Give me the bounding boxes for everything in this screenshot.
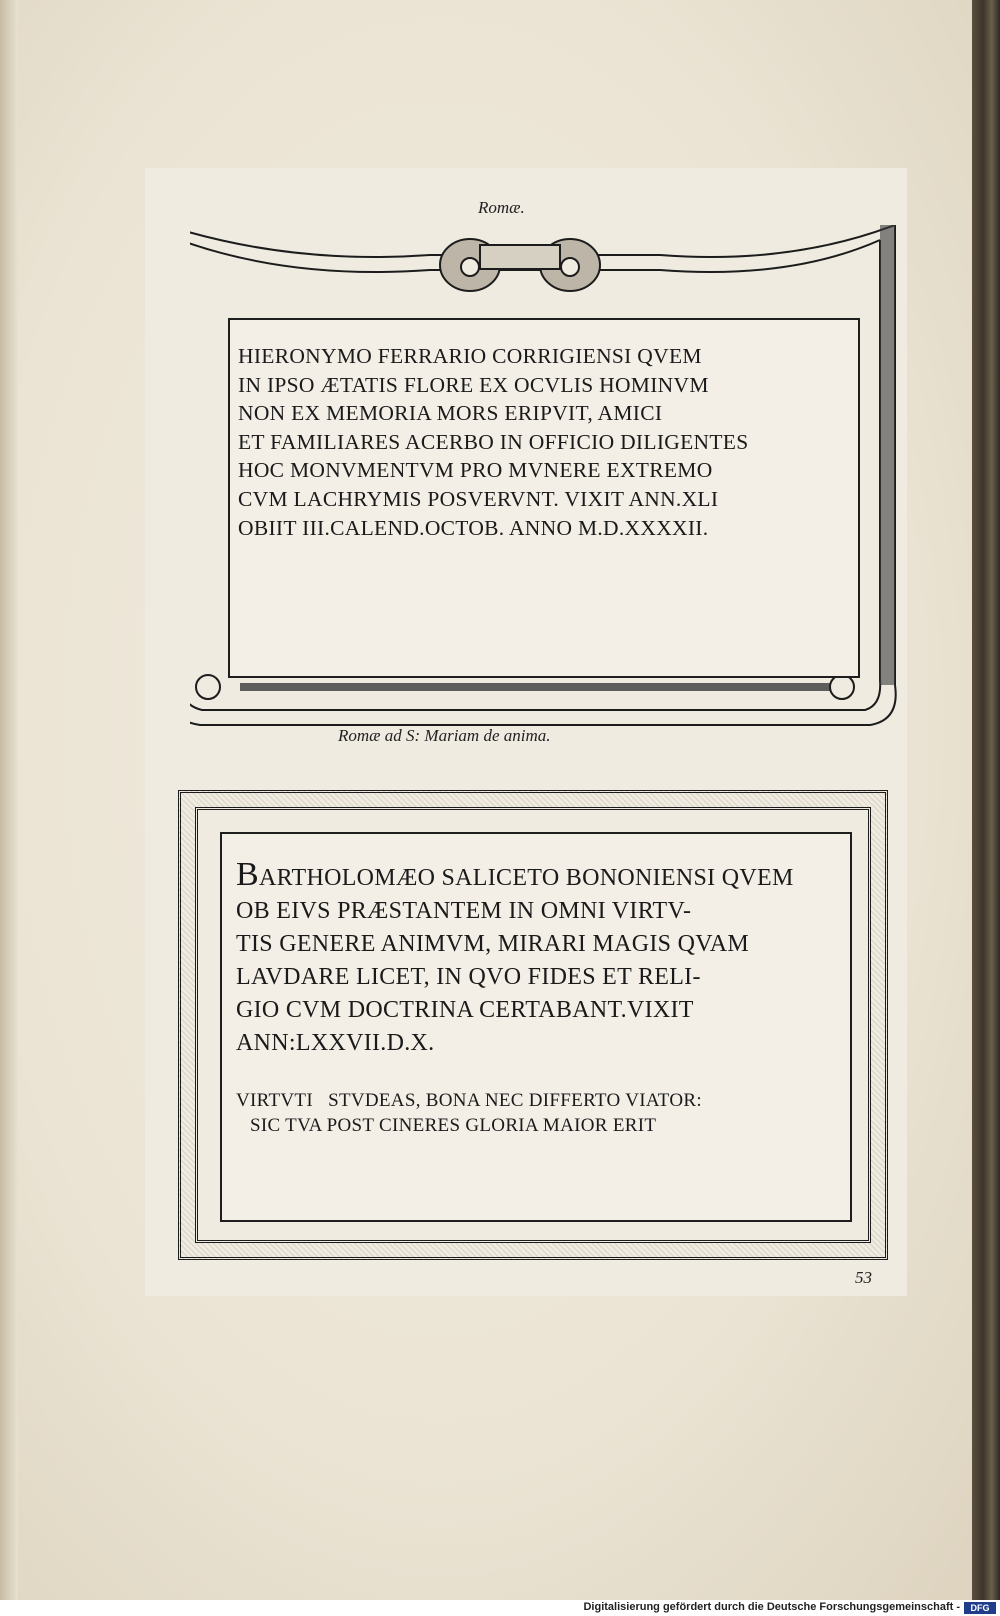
- inscription-line: OB EIVS PRÆSTANTEM IN OMNI VIRTV-: [236, 898, 692, 924]
- epigram-line: SIC TVA POST CINERES GLORIA MAIOR ERIT: [250, 1115, 657, 1136]
- epigram-line: VIRTVTI STVDEAS, BONA NEC DIFFERTO VIATOR:: [236, 1090, 702, 1111]
- footer-credit: Digitalisierung gefördert durch die Deutsche Forschungsgemeinschaft -: [583, 1601, 960, 1613]
- inscription-saliceto: [236, 858, 794, 1060]
- dfg-logo-icon: DFG: [964, 1602, 996, 1614]
- digitization-footer: [0, 1600, 1000, 1616]
- book-edge: [972, 0, 1000, 1600]
- page-gutter: [0, 0, 18, 1600]
- inscription-line: ET FAMILIARES ACERBO IN OFFICIO DILIGENTES: [238, 429, 749, 454]
- page-number: 53: [855, 1268, 872, 1287]
- inscription-line: NON EX MEMORIA MORS ERIPVIT, AMICI: [238, 401, 663, 426]
- inscription-line: GIO CVM DOCTRINA CERTABANT.VIXIT: [236, 997, 694, 1023]
- inscription-line: HIERONYMO FERRARIO CORRIGIENSI QVEM: [238, 344, 702, 368]
- mid-caption: Romæ ad S: Mariam de anima.: [338, 726, 551, 745]
- inscription-line: ANN:LXXVII.D.X.: [236, 1030, 435, 1056]
- inscription-line-first: [236, 858, 794, 895]
- inscription-line: HOC MONVMENTVM PRO MVNERE EXTREMO: [238, 458, 713, 483]
- inscription-epigram: [236, 1088, 702, 1138]
- inscription-line: TIS GENERE ANIMVM, MIRARI MAGIS QVAM: [236, 931, 750, 957]
- scroll-ornament: [440, 239, 600, 291]
- drop-cap: B: [236, 856, 259, 893]
- inscription-line: LAVDARE LICET, IN QVO FIDES ET RELI-: [236, 964, 701, 990]
- inscription-line: ARTHOLOMÆO SALICETO BONONIENSI QVEM: [258, 865, 794, 891]
- top-caption: Romæ.: [478, 198, 525, 217]
- inscription-line: IN IPSO ÆTATIS FLORE EX OCVLIS HOMINVM: [238, 372, 709, 397]
- inscription-ferrario: [238, 342, 749, 542]
- inscription-line: CVM LACHRYMIS POSVERVNT. VIXIT ANN.XLI: [238, 486, 719, 511]
- inscription-line: OBIIT III.CALEND.OCTOB. ANNO M.D.XXXXII.: [238, 515, 709, 540]
